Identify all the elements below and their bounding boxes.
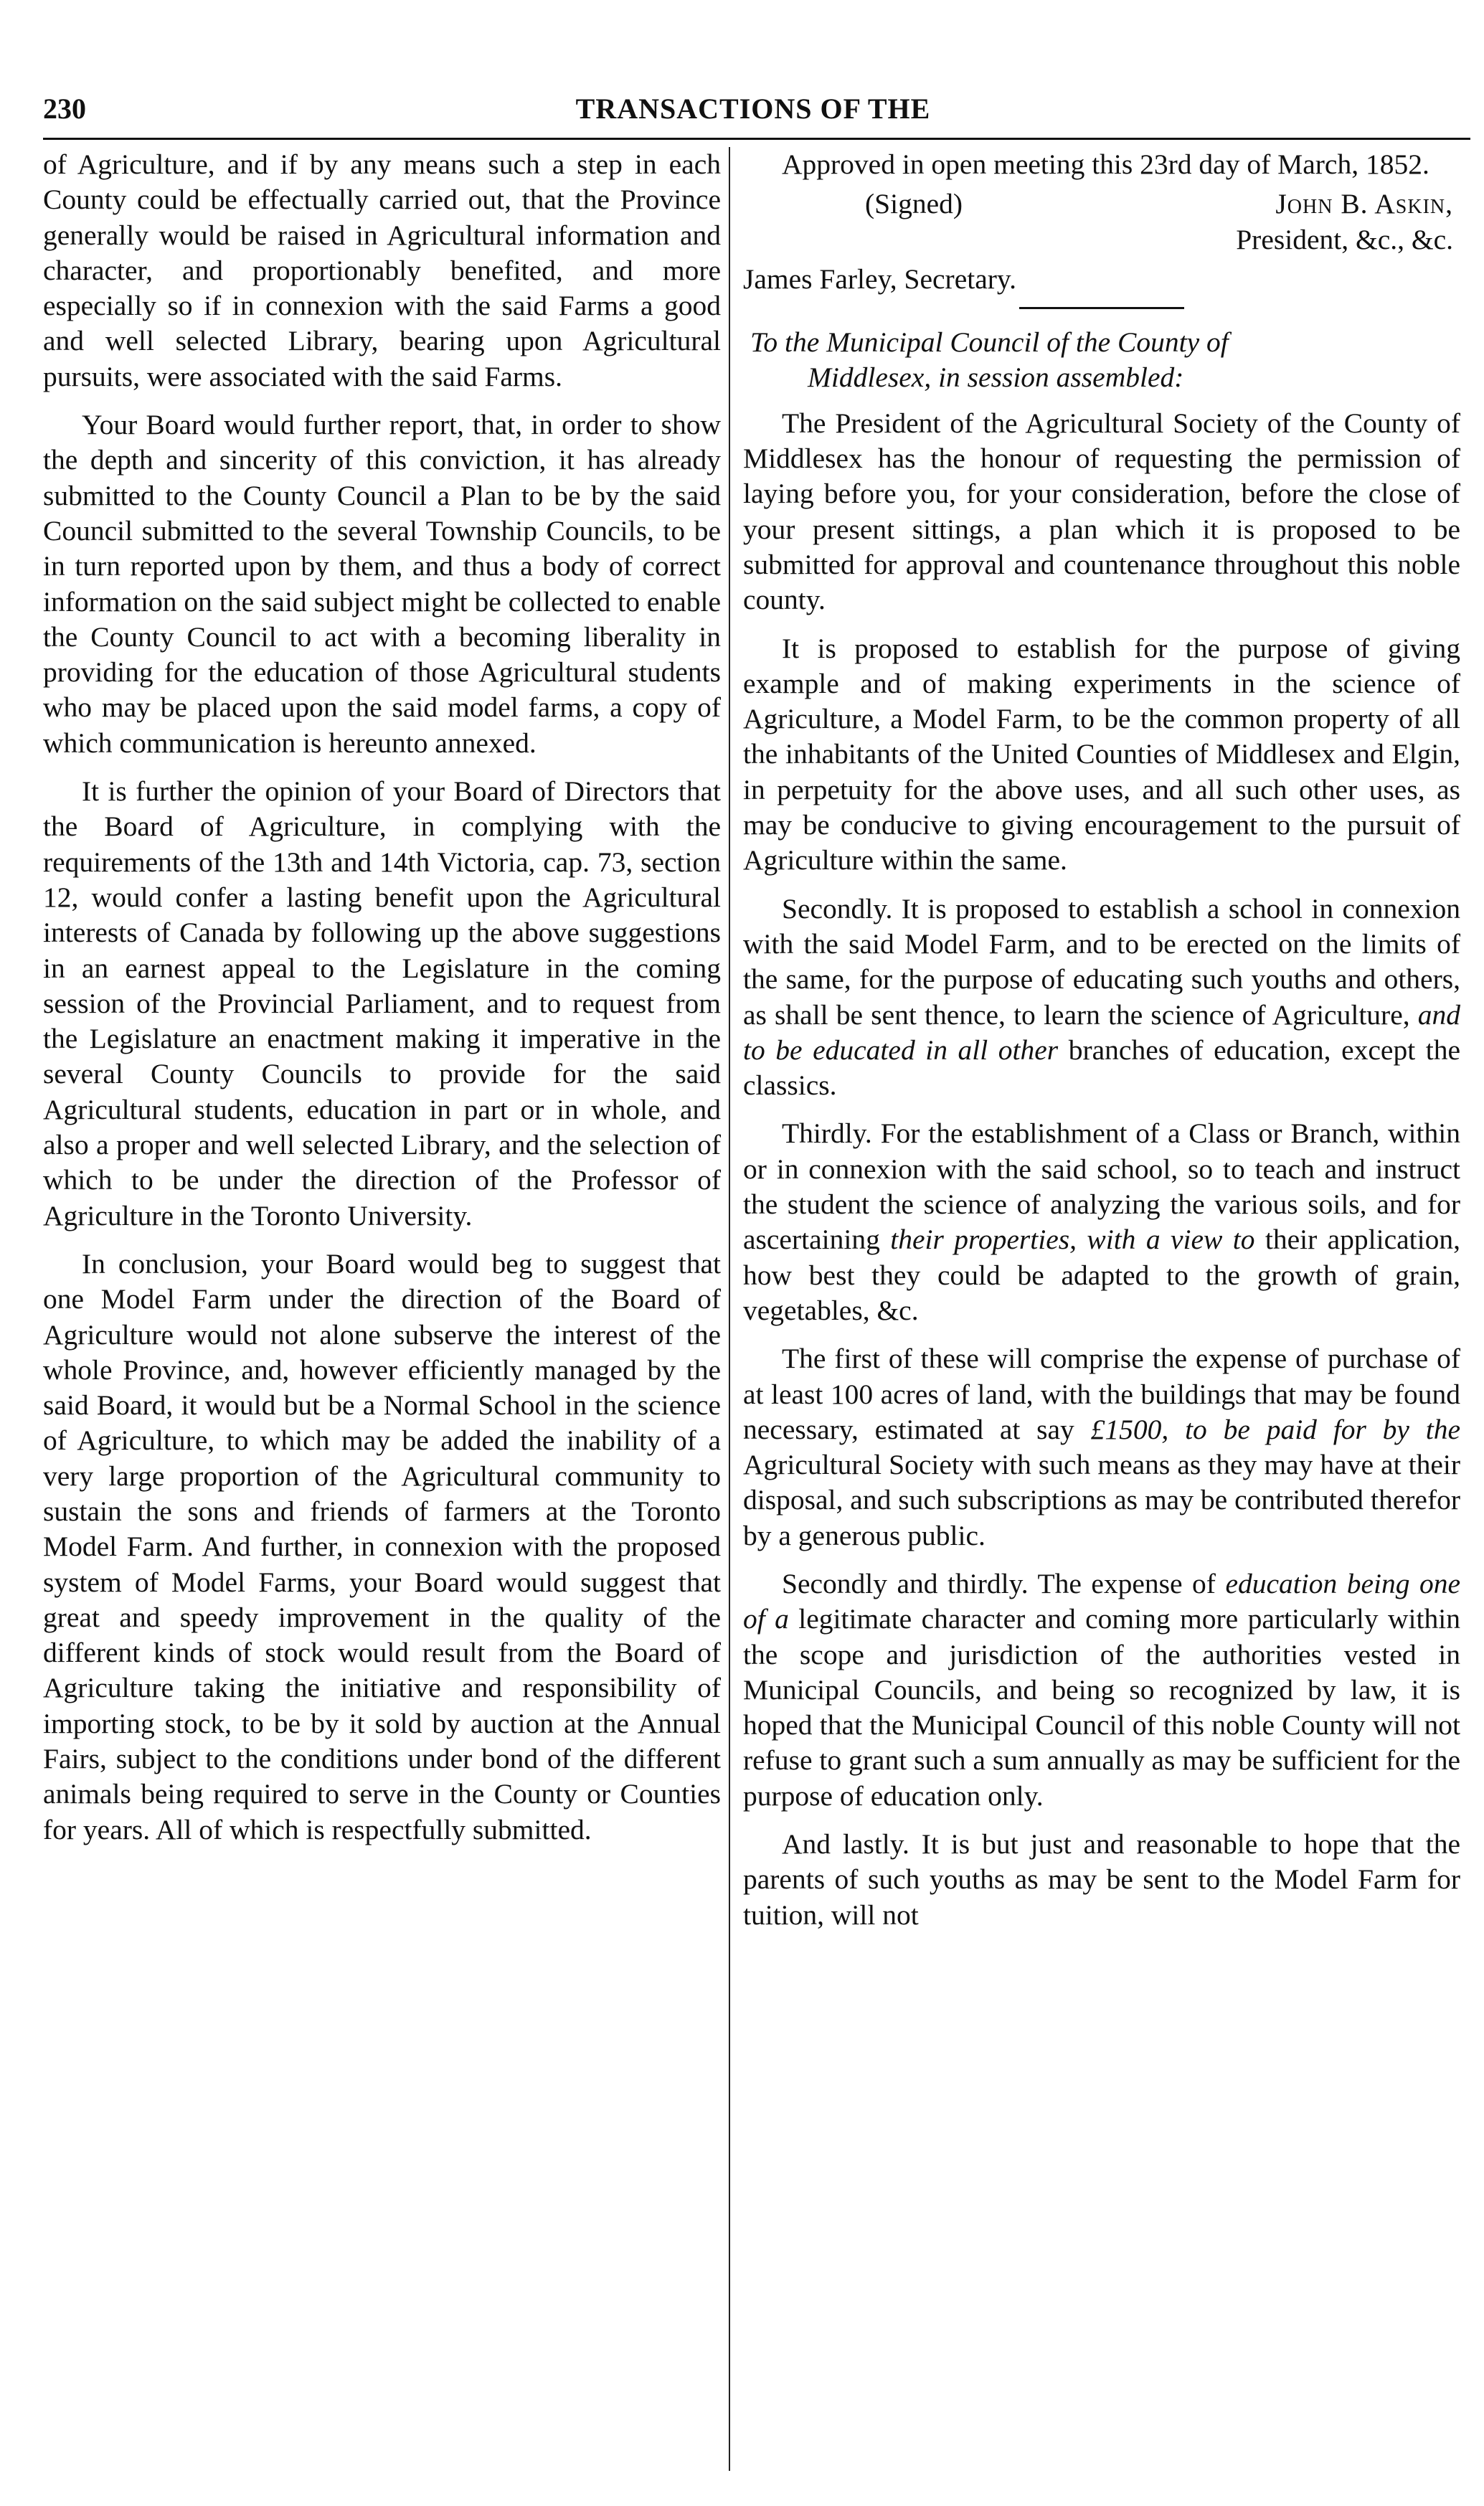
- education-italic: education being one of a: [743, 1567, 1460, 1635]
- school-text: Secondly. It is proposed to establish a school in connexion with the said Model Farm, and to be erected on the limits of the same, for the purpose of educating such youths and others, as shall be sent thence, to learn the science of Agriculture,: [743, 892, 1460, 1031]
- education-text: Secondly and thirdly. The expense of: [782, 1567, 1226, 1599]
- paragraph-further-report: Your Board would further report, that, in order to show the depth and sincerity of this conviction, it has already submitted to the County Council a Plan to be by the said Council submitted to the several Township Councils, to be in turn reported upon by them, and thus a body of correct information on the said subject might be collected to enable the County Council to act with a becoming liberality in providing for the education of those Agricultural students who may be placed upon the said model farms, a copy of which communication is hereunto annexed.: [43, 409, 721, 759]
- school-text-end: branches of education, except the classics.: [743, 1034, 1460, 1102]
- paragraph-continued: of Agriculture, and if by any means such a step in each County could be effectually carried out, that the Province generally would be raised in Agricultural information and character, and proportionably benefited, and more especially so if in connexion with the said Farms a good and well selected Library, bearing upon Agricultural pursuits, were associated with the said Farms.: [43, 148, 721, 392]
- page-header: [43, 92, 1463, 135]
- page-number: 230: [43, 93, 86, 125]
- secretary-line: James Farley, Secretary.: [743, 263, 1016, 295]
- approval-note: Approved in open meeting this 23rd day of March, 1852.: [782, 148, 1429, 180]
- right-column: [743, 147, 1460, 1946]
- paragraph-president-request: The President of the Agricultural Society of the County of Middlesex has the honour of requesting the permission of laying before you, for your consideration, before the close of your present sittings, a plan which it is proposed to be submitted for approval and countenance throughout this noble county.: [743, 407, 1460, 616]
- left-column: [43, 147, 721, 1860]
- address-line-2: Middlesex, in session assembled:: [808, 361, 1184, 394]
- paragraph-lastly: And lastly. It is but just and reasonable to hope that the parents of such youths as may be sent to the Model Farm for tuition, will not: [743, 1828, 1460, 1931]
- signer-title: President, &c., &c.: [1236, 223, 1453, 255]
- expense-text-end: Agricultural Society with such means as they may have at their disposal, and such subscriptions as may be contributed therefor by a generous public.: [743, 1449, 1460, 1551]
- paragraph-education-expense: [743, 1566, 1460, 1814]
- signature-row: [743, 186, 1460, 222]
- paragraph-school: [743, 892, 1460, 1104]
- paragraph-board-opinion: It is further the opinion of your Board of Directors that the Board of Agriculture, in complying with the requirements of the 13th and 14th Victoria, cap. 73, section 12, would confer a lasting benefit upon the Agricultural interests of Canada by following up the above suggestions in an earnest appeal to the Legislature in the coming session of the Provincial Parliament, and to request from the Legislature an enactment making it imperative in the several County Councils to provide for the said Agricultural students, education in part or in whole, and also a proper and well selected Library, and the selection of which to be under the direction of the Professor of Agriculture in the Toronto University.: [43, 775, 721, 1231]
- paragraph-class-branch: [743, 1116, 1460, 1328]
- paragraph-expense: [743, 1341, 1460, 1554]
- class-text: Thirdly. For the establishment of a Class or Branch, within or in connexion with the said school, so to teach and instruct the student the science of analyzing the various soils, and for ascertaining: [743, 1117, 1460, 1256]
- class-text-end: their application, how best they could be adapted to the growth of grain, vegetables, &c.: [743, 1224, 1460, 1326]
- paragraph-model-farm: It is proposed to establish for the purpose of giving example and of making experiments in the science of Agriculture, a Model Farm, to be the common property of all the inhabitants of the United Counties of Middlesex and Elgin, in perpetuity for the above uses, and all such other uses, as may be conducive to giving encouragement to the pursuit of Agriculture within the same.: [743, 632, 1460, 876]
- column-divider: [729, 147, 730, 2471]
- running-title: TRANSACTIONS OF THE: [575, 93, 931, 125]
- section-rule: [1019, 307, 1184, 309]
- signer-name: John B. Askin,: [1275, 188, 1453, 220]
- paragraph-conclusion: In conclusion, your Board would beg to suggest that one Model Farm under the direction of the Board of Agriculture would not alone subserve the interest of the whole Province, and, however efficiently managed by the said Board, it would but be a Normal School in the science of Agriculture, to which may be added the inability of a very large proportion of the Agricultural community to sustain the sons and friends of farmers at the Toronto Model Farm. And further, in connexion with the proposed system of Model Farms, your Board would suggest that great and speedy improvement in the quality of the different kinds of stock would result from the Board of Agriculture taking the initiative and responsibility of importing stock, to be by it sold by auction at the Annual Fairs, subject to the conditions under bond of the different animals being required to serve in the County or Counties for years. All of which is respectfully submitted.: [43, 1247, 721, 1845]
- education-text-end: legitimate character and coming more particularly within the scope and jurisdiction of the authorities vested in Municipal Councils, and being so recognized by law, it is hoped that the Municipal Council of this noble County will not refuse to grant such a sum annually as may be sufficient for the purpose of education only.: [743, 1603, 1460, 1812]
- signed-label: (Signed): [865, 188, 963, 220]
- address-line-1: To the Municipal Council of the County of: [750, 326, 1229, 359]
- expense-italic: £1500, to be paid for by the: [1090, 1413, 1460, 1445]
- header-rule: [43, 138, 1470, 140]
- expense-text: The first of these will comprise the expense of purchase of at least 100 acres of land, with the buildings that may be found necessary, estimated at say: [743, 1343, 1460, 1445]
- class-italic: their properties, with a view to: [890, 1224, 1255, 1256]
- school-italic: and to be educated in all other: [743, 998, 1460, 1066]
- address-heading: [743, 325, 1460, 396]
